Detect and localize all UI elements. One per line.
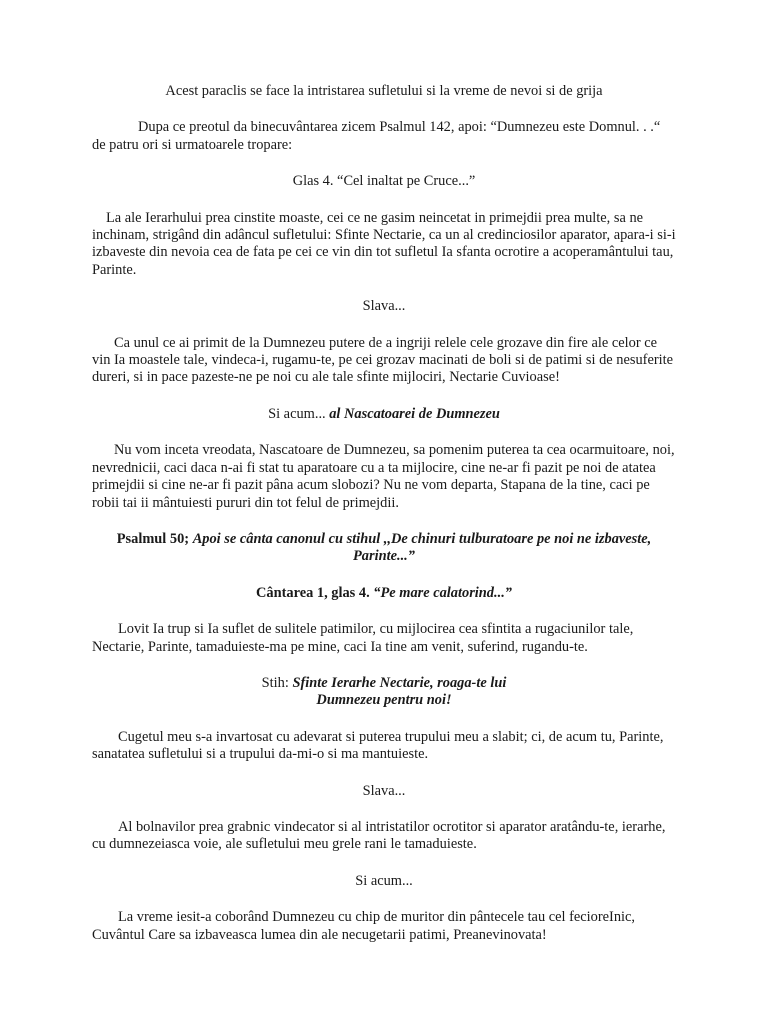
psalm-heading-italic: Apoi se cânta canonul cu stihul ,,De chinuri tulburatoare pe noi ne izbaveste, Parinte...” bbox=[192, 530, 652, 565]
document-page bbox=[92, 83, 676, 944]
instruction-paragraph: Dupa ce preotul da binecuvântarea zicem Psalmul 142, apoi: “Dumnezeu este Domnul. . .“ de patru ori si urmatoarele tropare: bbox=[92, 119, 661, 153]
ode-1: Lovit Ia trup si Ia suflet de sulitele patimilor, cu mijlocirea cea sfintita a rugaciunilor tale, Nectarie, Parinte, tamaduieste-ma pe mine, caci Ia tine am venit, suferind, rugandu-te. bbox=[92, 621, 634, 655]
canon-heading bbox=[92, 585, 676, 602]
ode-2: Cugetul meu s-a invartosat cu adevarat si puterea trupului meu a slabit; ci, de acum tu, Parinte, sanatatea sufletului si a trupului da-mi-o si ma mantuieste. bbox=[92, 728, 664, 763]
slava-2: Slava... bbox=[362, 782, 406, 799]
si-acum-prefix: Si acum... bbox=[268, 405, 330, 422]
theotokion-2: La vreme iesit-a coborând Dumnezeu cu chip de muritor din pântecele tau cel fecioreInic, Cuvântul Care sa izbaveasca lumea din ale necugetarii patimi, Preanevinovata! bbox=[92, 909, 636, 943]
stih-prefix: Stih: bbox=[261, 674, 293, 691]
troparion-2: Ca unul ce ai primit de la Dumnezeu putere de a ingriji relele cele grozave din fire ale celor ce vin Ia moastele tale, vindeca-i, rugamu-te, pe cei grozav macinati de boli si de patimi si de nesuferite dureri, si in pace pazeste-ne pe noi cu ale tale sfinte mijlociri, Nectarie Cuvioase! bbox=[92, 334, 674, 386]
stih-line-2: Dumnezeu pentru noi! bbox=[316, 692, 452, 709]
si-acum-heading-2: Si acum... bbox=[355, 872, 413, 889]
glas-heading: Glas 4. “Cel inaltat pe Cruce...” bbox=[292, 173, 476, 190]
canon-heading-bold: Cântarea 1, glas 4. bbox=[256, 584, 374, 601]
stih-heading bbox=[92, 675, 676, 710]
troparion-1: La ale Ierarhului prea cinstite moaste, cei ce ne gasim neincetat in primejdii prea multe, sa ne inchinam, strigând din adâncul sufletului: Sfinte Nectarie, ca un al credinciosilor aparator, apara-i si-i izbaveste din nevoia cea de fata pe cei ce vin din tot sufletul Ia sfanta ocrotire a acoperamântului tau, Parinte. bbox=[92, 209, 676, 278]
si-acum-emphasis: al Nascatoarei de Dumnezeu bbox=[329, 405, 500, 422]
slava-1: Slava... bbox=[362, 298, 406, 315]
theotokion-1: Nu vom inceta vreodata, Nascatoare de Dumnezeu, sa pomenim puterea ta cea ocarmuitoare, noi, nevrednicii, caci daca n-ai fi stat tu aparatoare cu a ta mijlocire, cine ne-ar fi pazit pe noi de atatea primejdii si cine ne-ar fi pazit pâna acum slobozi? Nu ne vom departa, Stapana de la tine, caci pe robii tai ii mântuiesti pururi din tot felul de primejdii. bbox=[92, 442, 675, 511]
psalm-heading-bold: Psalmul 50; bbox=[116, 530, 193, 547]
si-acum-heading-1 bbox=[92, 406, 676, 423]
intro-line: Acest paraclis se face la intristarea sufletului si la vreme de nevoi si de grija bbox=[165, 83, 603, 99]
psalm-heading bbox=[92, 531, 676, 566]
stih-line-1: Sfinte Ierarhe Nectarie, roaga-te lui bbox=[292, 674, 507, 691]
ode-3: Al bolnavilor prea grabnic vindecator si al intristatilor ocrotitor si aparator aratându-te, ierarhe, cu dumnezeiasca voie, ale sufletului meu grele rani le tamaduieste. bbox=[92, 818, 666, 853]
canon-heading-italic: “Pe mare calatorind...” bbox=[373, 584, 512, 601]
